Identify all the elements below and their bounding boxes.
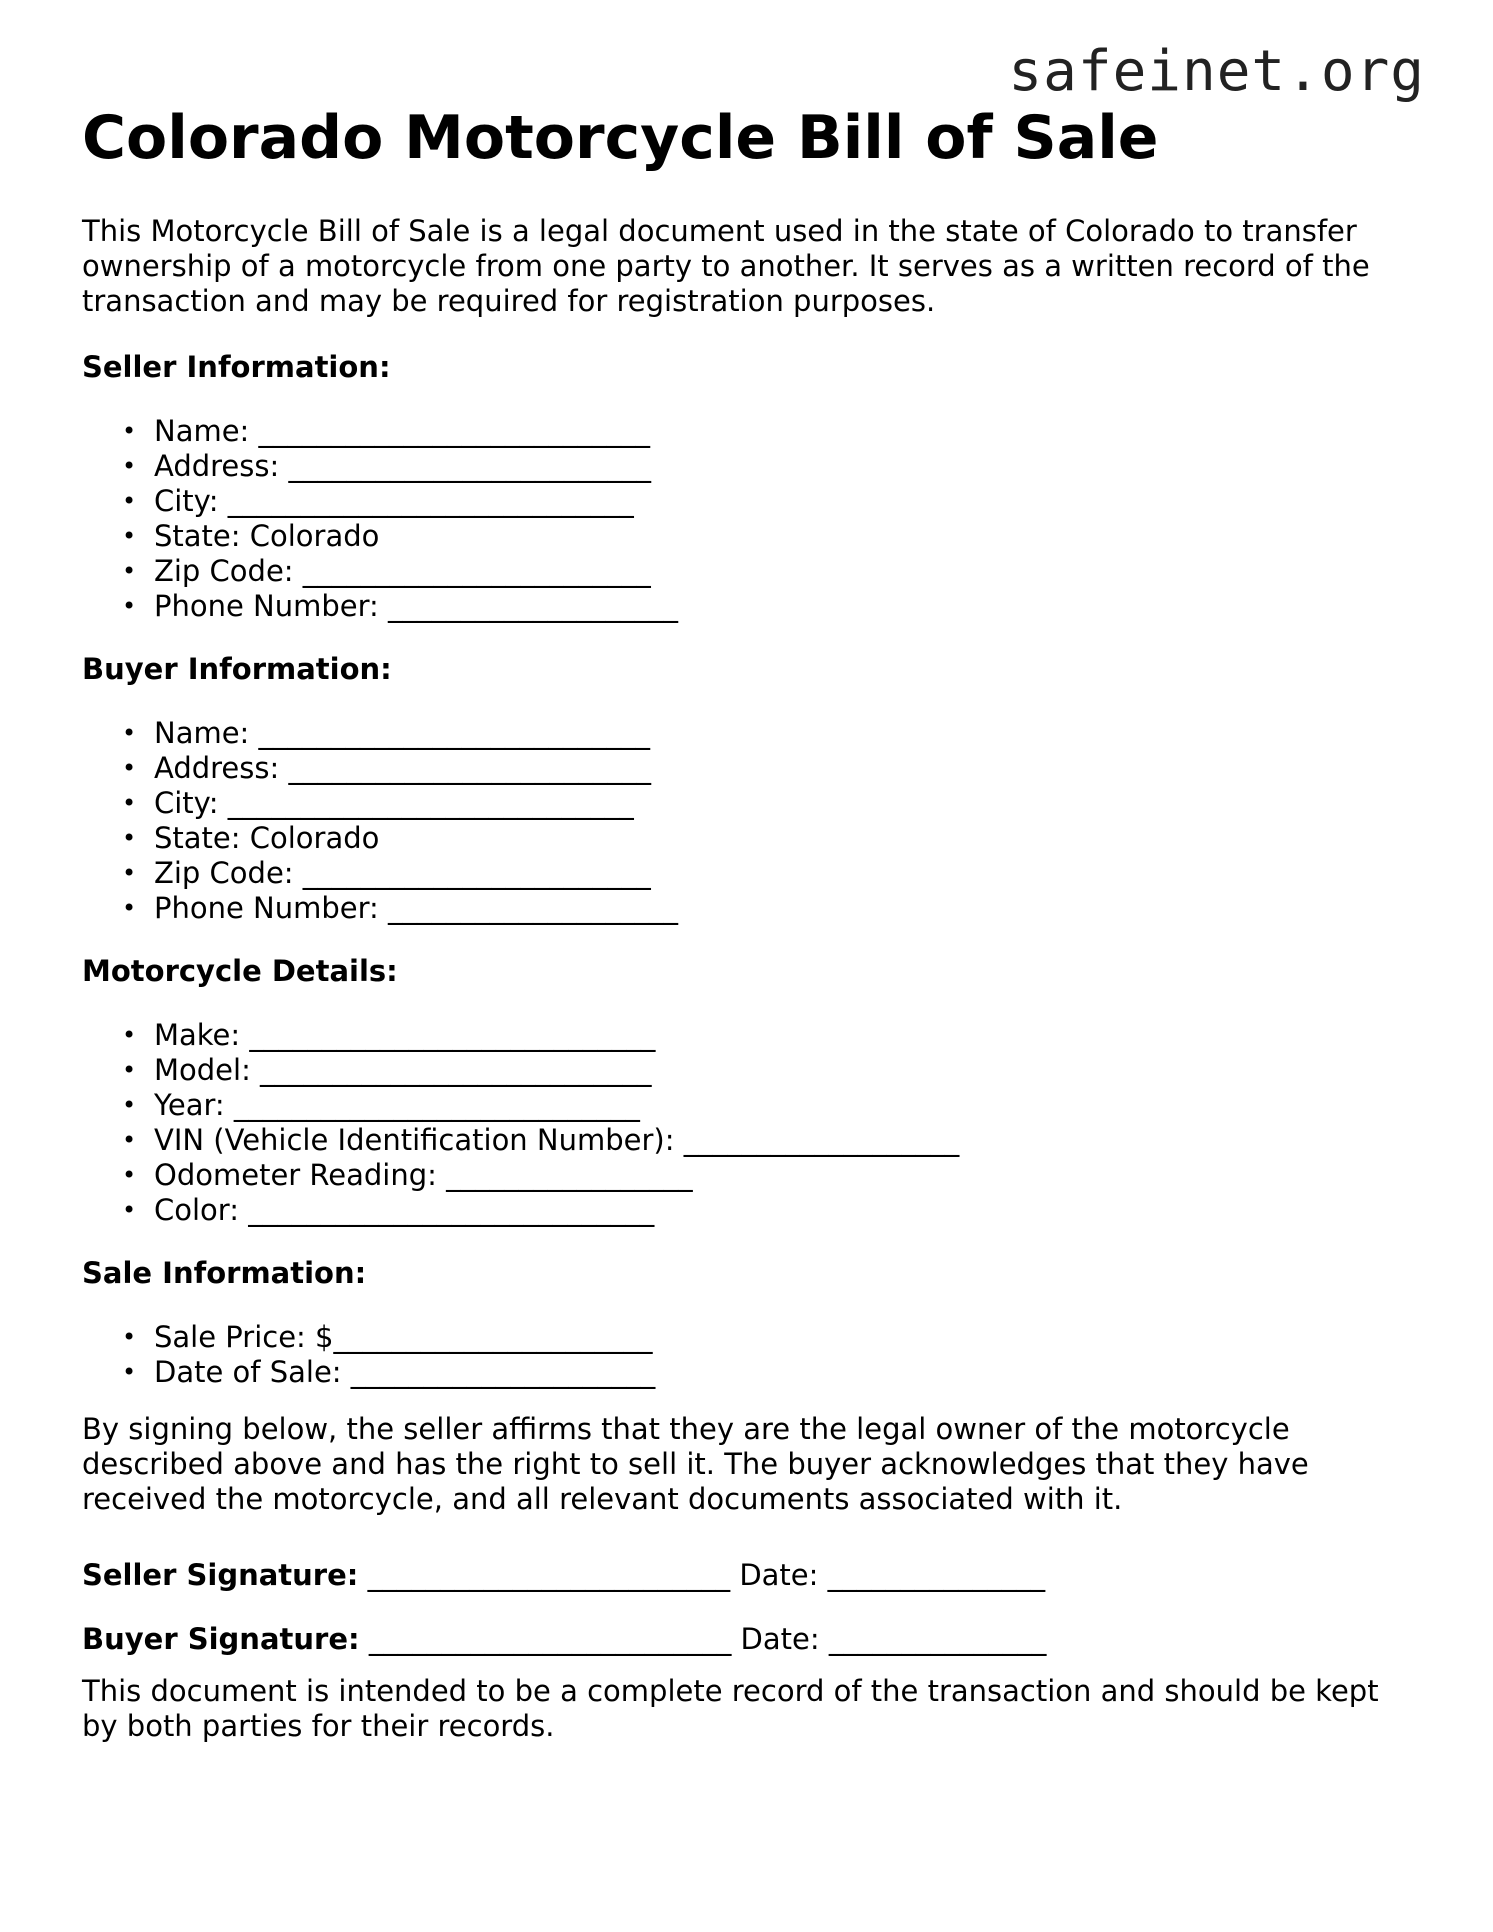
seller-zip-field: Zip Code: ________________________ <box>154 554 651 588</box>
bullet-icon: • <box>122 719 137 747</box>
buyer-zip-field: Zip Code: ________________________ <box>154 856 651 890</box>
list-item <box>82 891 678 926</box>
seller-heading: Seller Information: <box>82 350 391 384</box>
bullet-icon: • <box>122 754 137 782</box>
list-item <box>82 414 678 449</box>
list-item <box>82 1088 959 1123</box>
seller-signature-label: Seller Signature: <box>82 1558 359 1592</box>
document-title: Colorado Motorcycle Bill of Sale <box>82 103 1159 173</box>
list-item <box>82 1355 655 1390</box>
list-item <box>82 589 678 624</box>
list-item <box>82 716 678 751</box>
bullet-icon: • <box>122 1358 137 1386</box>
sale-price-field: Sale Price: $______________________ <box>154 1320 653 1354</box>
motorcycle-color-field: Color: ____________________________ <box>154 1193 655 1227</box>
sale-field-list <box>82 1320 655 1390</box>
seller-name-field: Name: ___________________________ <box>154 414 651 448</box>
bullet-icon: • <box>122 1056 137 1084</box>
bullet-icon: • <box>122 859 137 887</box>
list-item <box>82 786 678 821</box>
bullet-icon: • <box>122 1021 137 1049</box>
buyer-signature-blank: _________________________ Date: _______________ <box>368 1622 1047 1656</box>
buyer-field-list <box>82 716 678 926</box>
list-item <box>82 821 678 856</box>
list-item <box>82 554 678 589</box>
seller-field-list <box>82 414 678 624</box>
bullet-icon: • <box>122 894 137 922</box>
buyer-heading: Buyer Information: <box>82 652 392 686</box>
bullet-icon: • <box>122 452 137 480</box>
buyer-signature-line <box>82 1622 1046 1657</box>
motorcycle-odometer-field: Odometer Reading: _________________ <box>154 1158 693 1192</box>
seller-state-field: State: Colorado <box>154 519 380 553</box>
bullet-icon: • <box>122 592 137 620</box>
buyer-state-field: State: Colorado <box>154 821 380 855</box>
bullet-icon: • <box>122 417 137 445</box>
bullet-icon: • <box>122 1196 137 1224</box>
buyer-phone-field: Phone Number: ____________________ <box>154 891 679 925</box>
bullet-icon: • <box>122 1126 137 1154</box>
bullet-icon: • <box>122 1323 137 1351</box>
list-item <box>82 1320 655 1355</box>
motorcycle-year-field: Year: ____________________________ <box>154 1088 640 1122</box>
motorcycle-make-field: Make: ____________________________ <box>154 1018 656 1052</box>
list-item <box>82 1158 959 1193</box>
bullet-icon: • <box>122 789 137 817</box>
bullet-icon: • <box>122 824 137 852</box>
bullet-icon: • <box>122 557 137 585</box>
bullet-icon: • <box>122 1161 137 1189</box>
list-item <box>82 1018 959 1053</box>
list-item <box>82 856 678 891</box>
seller-signature-line <box>82 1558 1045 1593</box>
sale-date-field: Date of Sale: _____________________ <box>154 1355 656 1389</box>
seller-address-field: Address: _________________________ <box>154 449 651 483</box>
buyer-city-field: City: ____________________________ <box>154 786 634 820</box>
list-item <box>82 449 678 484</box>
buyer-name-field: Name: ___________________________ <box>154 716 651 750</box>
affirmation-paragraph: By signing below, the seller affirms that they are the legal owner of the motorcycle described above and has the right to sell it. The buyer acknowledges that they have received the motorcycle, and all relevant documents associated with it. <box>82 1412 1309 1516</box>
motorcycle-field-list <box>82 1018 959 1228</box>
list-item <box>82 1053 959 1088</box>
intro-paragraph: This Motorcycle Bill of Sale is a legal document used in the state of Colorado to transfer ownership of a motorcycle from one party to another. It serves as a written record of the transaction and may be required for registration purposes. <box>82 214 1370 318</box>
list-item <box>82 1193 959 1228</box>
list-item <box>82 1123 959 1158</box>
buyer-signature-label: Buyer Signature: <box>82 1622 360 1656</box>
seller-phone-field: Phone Number: ____________________ <box>154 589 679 623</box>
seller-city-field: City: ____________________________ <box>154 484 634 518</box>
bullet-icon: • <box>122 487 137 515</box>
motorcycle-model-field: Model: ___________________________ <box>154 1053 652 1087</box>
closing-paragraph: This document is intended to be a complete record of the transaction and should be kept by both parties for their records. <box>82 1674 1379 1743</box>
bullet-icon: • <box>122 1091 137 1119</box>
bullet-icon: • <box>122 522 137 550</box>
list-item <box>82 519 678 554</box>
list-item <box>82 484 678 519</box>
sale-heading: Sale Information: <box>82 1256 367 1290</box>
motorcycle-vin-field: VIN (Vehicle Identification Number): ___________________ <box>154 1123 960 1157</box>
motorcycle-heading: Motorcycle Details: <box>82 954 398 988</box>
seller-signature-blank: _________________________ Date: _______________ <box>367 1558 1046 1592</box>
list-item <box>82 751 678 786</box>
buyer-address-field: Address: _________________________ <box>154 751 651 785</box>
watermark: safeinet.org <box>1008 39 1425 104</box>
